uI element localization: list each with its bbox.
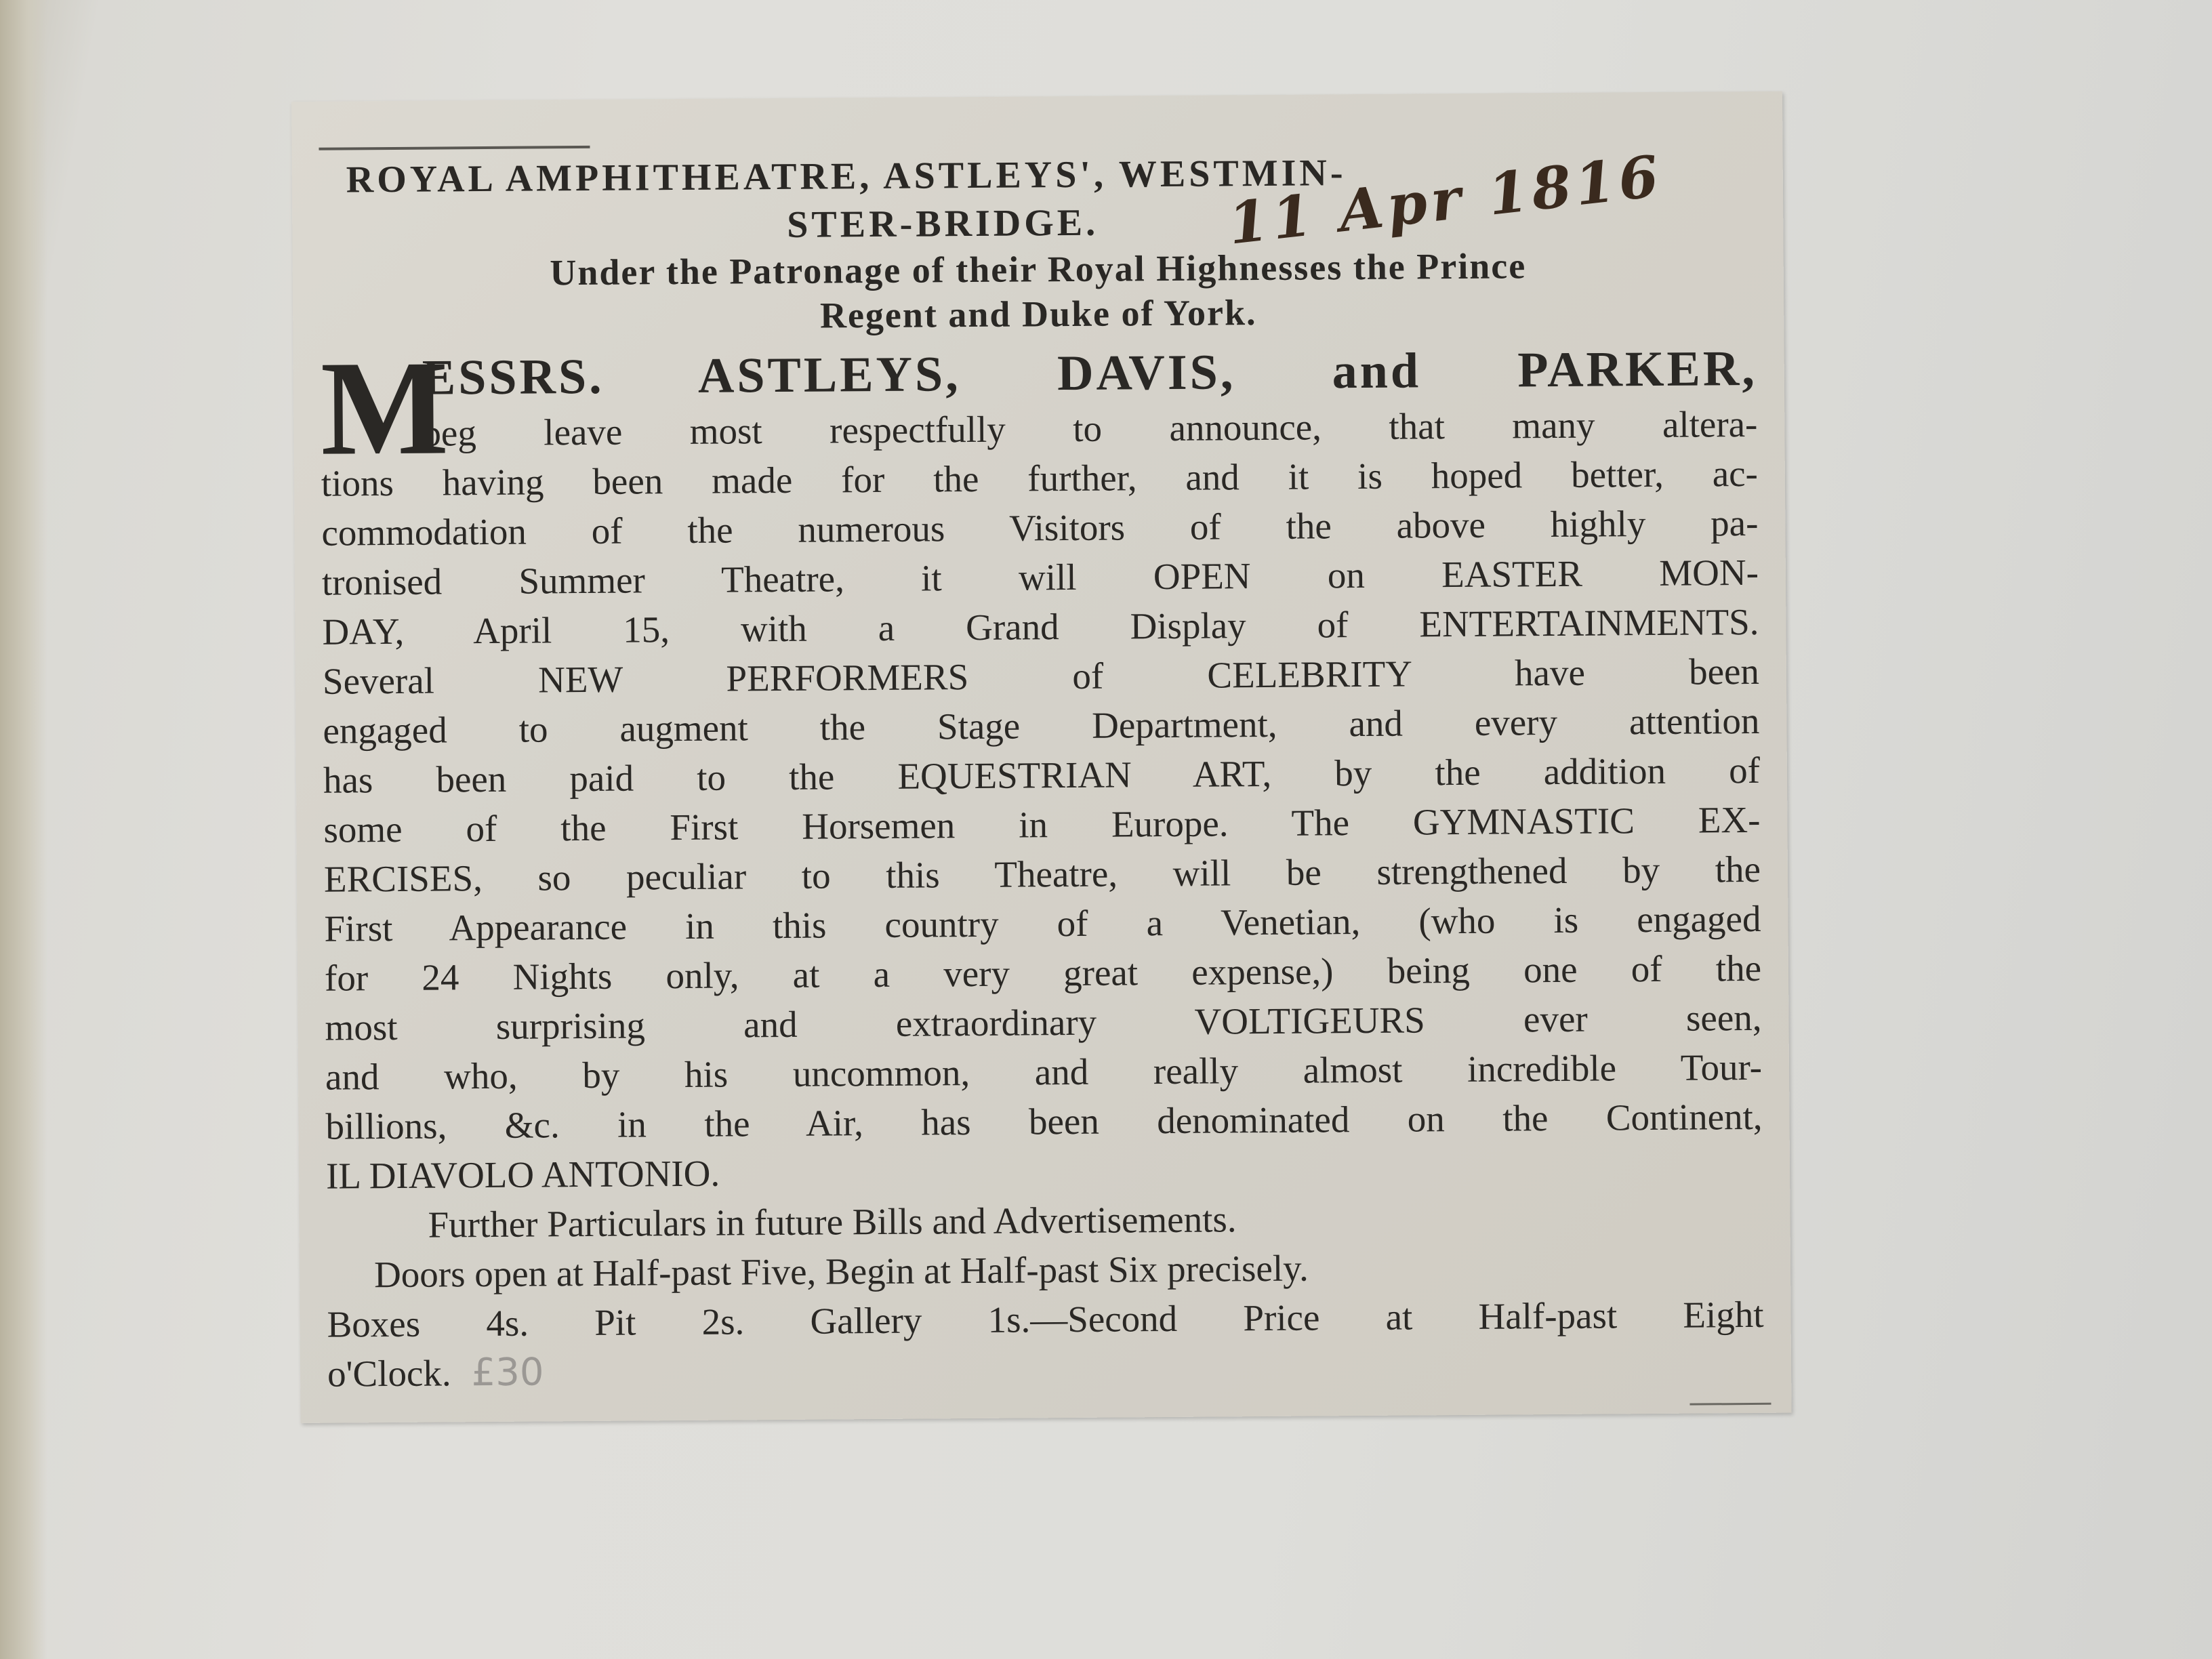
- patronage-line-2: Regent and Duke of York.: [819, 292, 1257, 336]
- body-line: has been paid to the EQUESTRIAN ART, by the addition of: [323, 749, 1761, 801]
- body-line: beg leave most respectfully to announce, that many altera-: [422, 403, 1758, 454]
- body-line: and who, by his uncommon, and really almost incredible Tour-: [325, 1046, 1763, 1098]
- heading-line-1: ROYAL AMPHITHEATRE, ASTLEYS', WESTMIN-: [346, 152, 1347, 201]
- body-line: ERCISES, so peculiar to this Theatre, will be strengthened by the: [323, 848, 1761, 900]
- body-line: for 24 Nights only, at a very great expense,) being one of the: [324, 947, 1762, 999]
- patronage-line-1: Under the Patronage of their Royal Highnesses the Prince: [550, 245, 1527, 293]
- handwritten-date: 11 Apr 1816: [1225, 142, 1666, 258]
- pencil-note: £30: [471, 1350, 544, 1395]
- bottom-rule: [1689, 1403, 1771, 1406]
- body-line: First Appearance in this country of a Venetian, (who is engaged: [324, 897, 1761, 949]
- body-line: tions having been made for the further, and it is hoped better, ac-: [321, 452, 1759, 504]
- body-line: tronised Summer Theatre, it will OPEN on EASTER MON-: [321, 551, 1759, 603]
- heading-line-2: STER-BRIDGE.: [787, 201, 1099, 246]
- further-particulars-line: Further Particulars in future Bills and Advertisements.: [428, 1198, 1237, 1246]
- body-paragraph: [320, 333, 1765, 1399]
- page-gutter-shadow: [0, 0, 47, 1659]
- body-line: ESSRS. ASTLEYS, DAVIS, and PARKER,: [422, 340, 1758, 406]
- body-line: most surprising and extraordinary VOLTIGEURS ever seen,: [325, 996, 1762, 1048]
- body-line: some of the First Horsemen in Europe. The GYMNASTIC EX-: [323, 798, 1761, 851]
- oclock-text: o'Clock.: [327, 1352, 451, 1395]
- newspaper-clipping: [291, 91, 1792, 1423]
- body-line: Several NEW PERFORMERS of CELEBRITY have been: [322, 650, 1760, 702]
- body-line: commodation of the numerous Visitors of the above highly pa-: [321, 501, 1759, 554]
- body-line: billions, &c. in the Air, has been denominated on the Continent,: [325, 1095, 1763, 1147]
- oclock-line: [327, 1339, 1764, 1399]
- advertisement-text: [319, 142, 1765, 1399]
- drop-cap: M: [320, 333, 449, 484]
- top-rule: [319, 146, 590, 150]
- doors-line: Doors open at Half-past Five, Begin at Half-past Six precisely.: [373, 1247, 1309, 1296]
- body-line: engaged to augment the Stage Department, and every attention: [323, 699, 1760, 752]
- body-line: IL DIAVOLO ANTONIO.: [325, 1152, 720, 1197]
- prices-line: Boxes 4s. Pit 2s. Gallery 1s.—Second Price at Half-past Eight: [327, 1293, 1764, 1345]
- body-line: DAY, April 15, with a Grand Display of ENTERTAINMENTS.: [322, 600, 1759, 653]
